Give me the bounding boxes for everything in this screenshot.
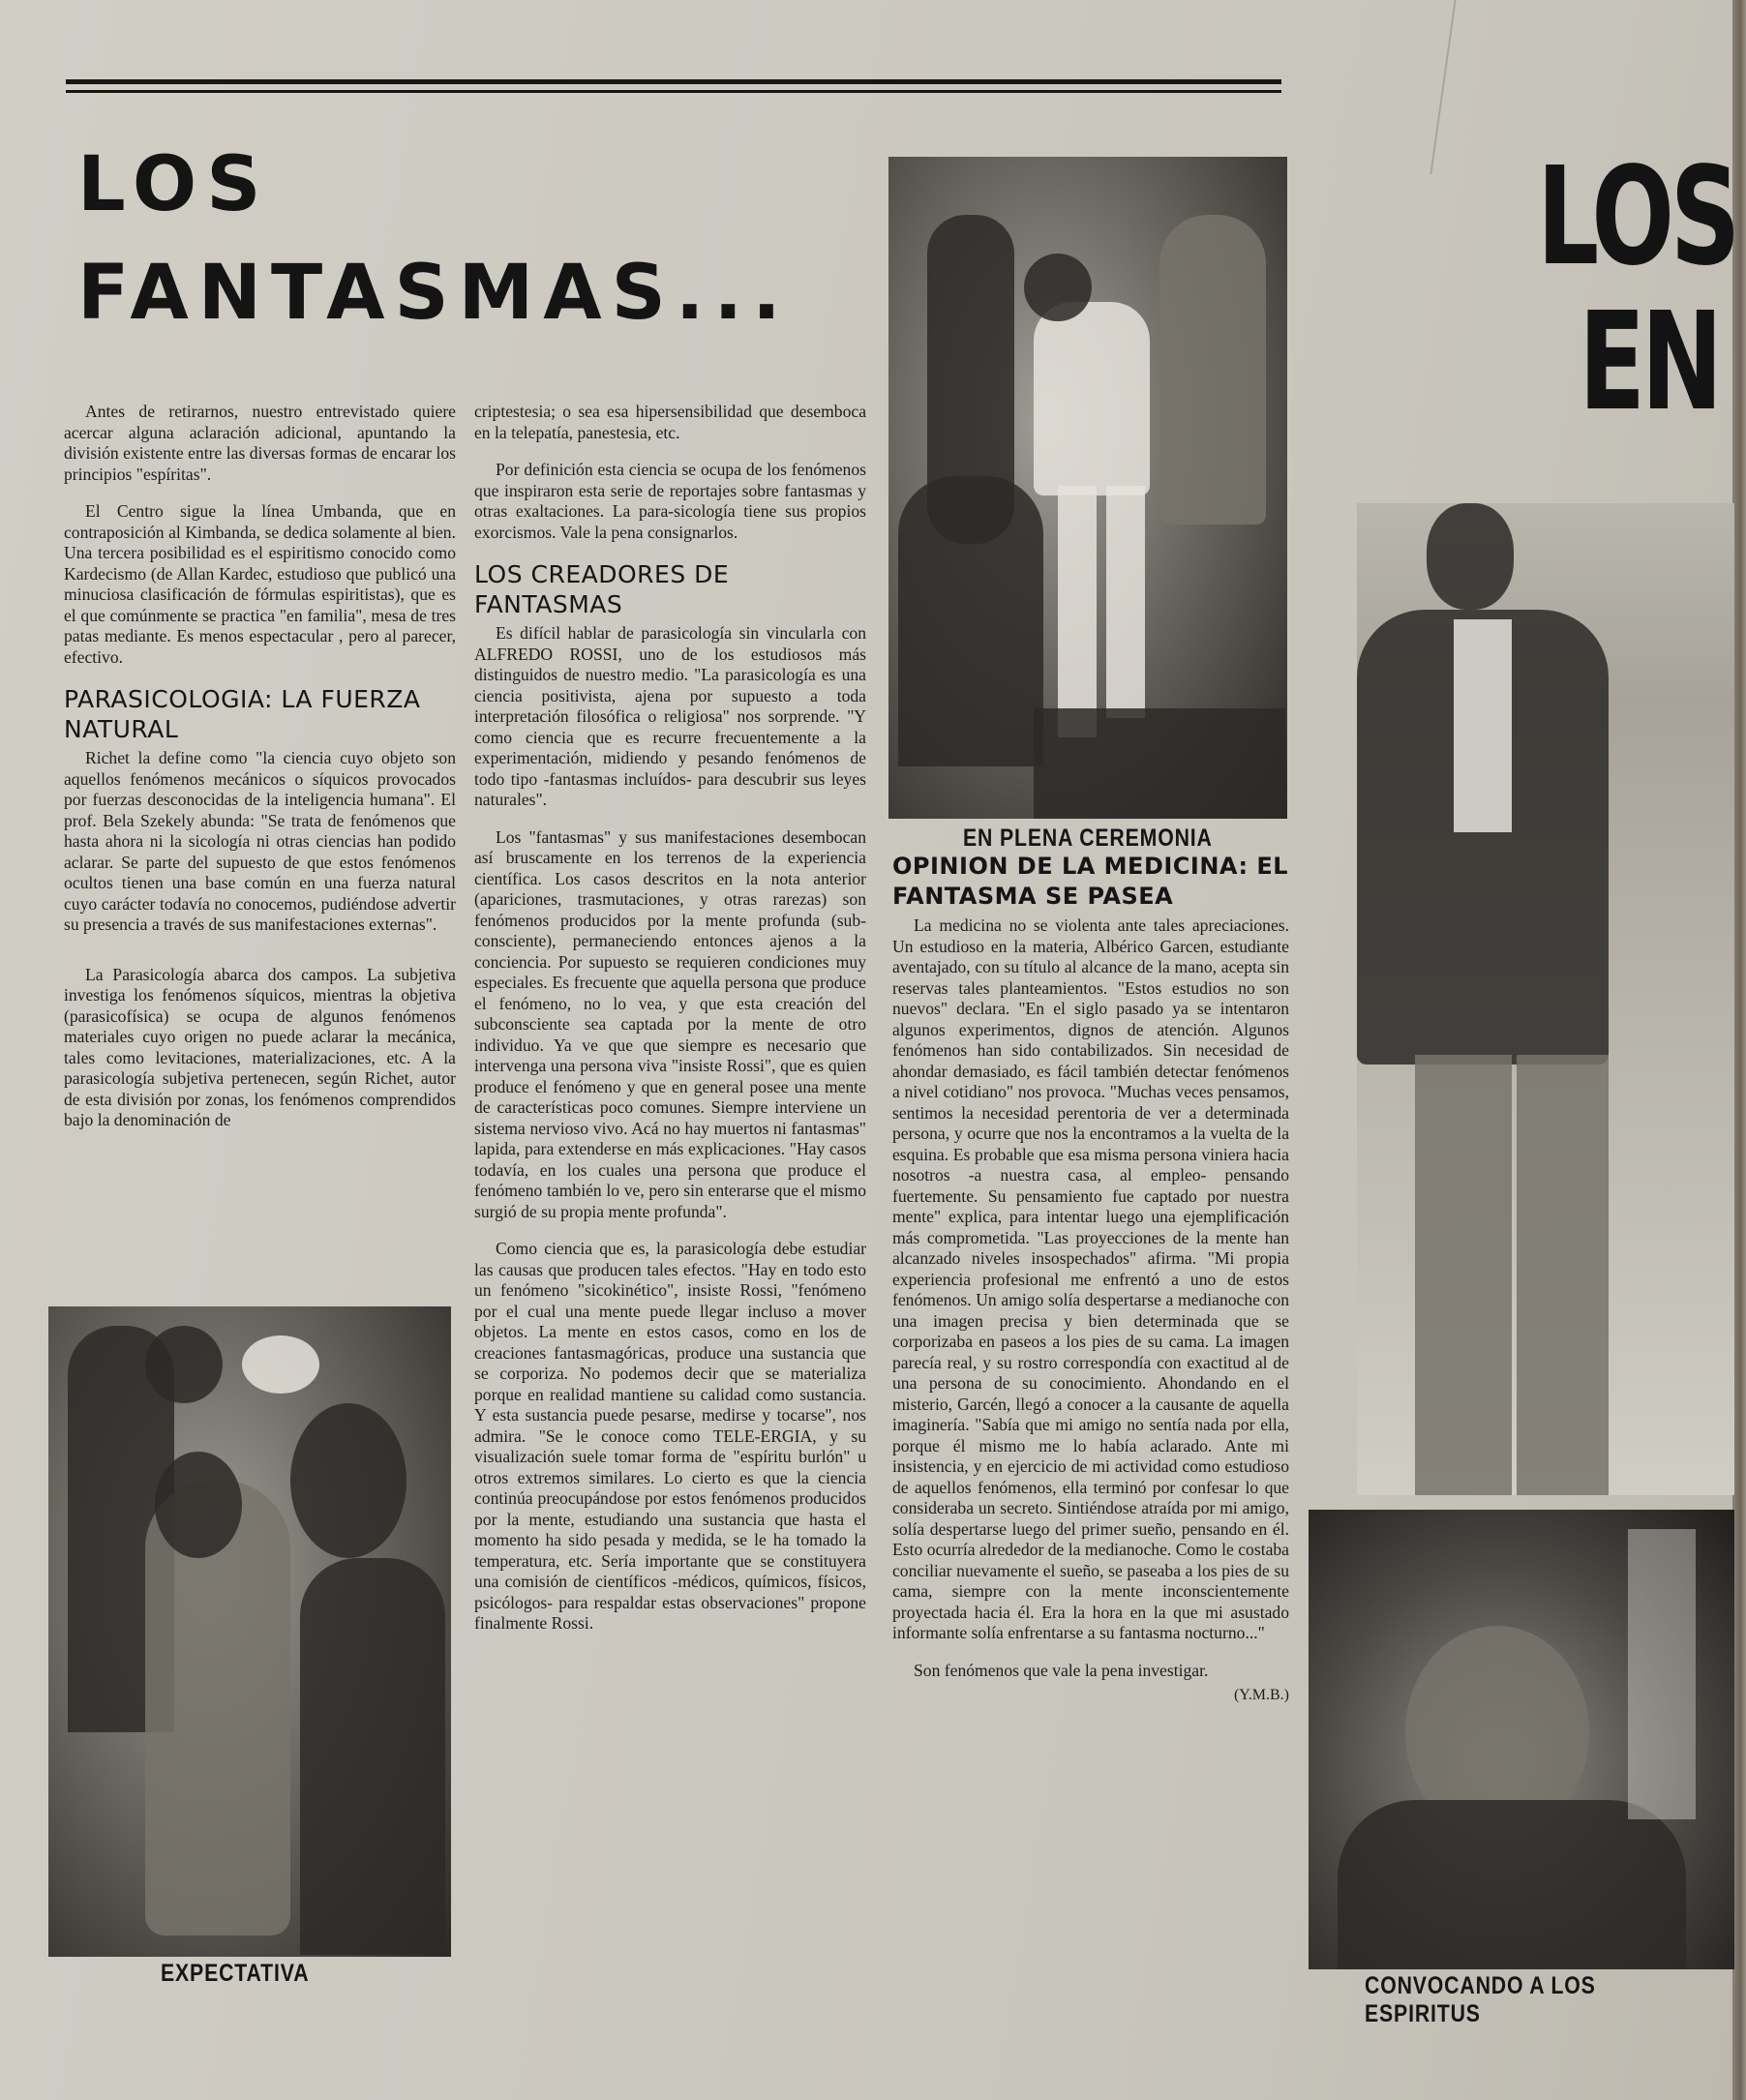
headline [77,131,791,347]
photo-caption: CONVOCANDO A LOS ESPIRITUS [1365,1972,1596,2027]
paragraph: Los "fantasmas" y sus manifestaciones desembocan así bruscamente en los terrenos de la experiencia científica. Los casos descritos en la nota anterior (apariciones, trasmutaciones, y otras rarezas) son fenómenos producidos por la mente profunda (sub-consciente), permaneciendo entonces ajenos a la conciencia. Por supuesto se requieren condiciones muy especiales. Es frecuente que aquella persona que produce el fenómeno, no lo vea, y que esta creación del subconsciente sea captada por la mente de otro individuo. Ya ve que que siempre es necesario que intervenga una persona viva "insiste Rossi", que es quien produce el fenómeno y que en general posee una mente de características poco comunes. Siempre interviene un sistema nervioso vivo. Acá no hay muertos ni fantasmas" lapida, para extenderse en más explicaciones. "Hay casos todavía, en los cuales una persona que produce el fenómeno también lo ve, pero sin enterarse que el mismo surgió de su propia mente profunda". [474,826,866,1221]
paragraph: criptestesia; o sea esa hipersensibilidad que desemboca en la telepatía, panestesia, etc. [474,402,866,442]
next-page-headline [1537,138,1736,441]
next-page-headline-line1: LOS [1537,138,1736,296]
photo-caption: EN PLENA CEREMONIA [963,825,1213,852]
photo-caption: EXPECTATIVA [161,1960,310,1987]
paragraph: El Centro sigue la línea Umbanda, que en contraposición al Kimbanda, se dedica solamente al bien. Una tercera posibilidad es el espiritismo conocido como Kardecismo (de Allan Kardec, estudioso que publicó una minuciosa clasificación de fórmulas espiritistas), que es el que comúnmente se practica "en familia", mesa de tres patas mediante. Es menos espectacular , pero al parecer, efectivo. [64,501,456,667]
standing-man-photo [1357,503,1734,1495]
next-page-headline-line2: EN [1579,284,1719,441]
paragraph: Antes de retirarnos, nuestro entrevistado quiere acercar alguna aclaración adicional, apuntando la división existente entre las diversas formas de encarar los principios "espíritas". [64,402,456,484]
subheading: OPINION DE LA MEDICINA: EL FANTASMA SE PASEA [892,853,1289,910]
subheading: LOS CREADORES DE FANTASMAS [474,560,730,618]
column-1 [64,402,456,1148]
top-rule-thin [66,90,1281,93]
headline-line1: LOS [77,141,271,228]
subheading: PARASICOLOGIA: LA FUERZA NATURAL [64,685,421,743]
expectation-photo [48,1306,451,1957]
paragraph: Son fenómenos que vale la pena investigar. [914,1660,1209,1680]
paragraph: Por definición esta ciencia se ocupa de los fenómenos que inspiraron esta serie de reportajes sobre fantasmas y otras exaltaciones. La para-sicología tiene sus propios exorcismos. Vale la pena consignarlos. [474,460,866,542]
ceremony-photo [888,157,1287,819]
column-2 [474,402,866,1651]
top-rule [66,79,1281,84]
paragraph: La medicina no se violenta ante tales apreciaciones. Un estudioso en la materia, Albérico Garcen, estudiante aventajado, con su título al alcance de la mano, acepta sin reservas tales planteamientos. "Estos estudios no son nuevos" declara. "En el siglo pasado ya se intentaron algunos experimentos, dignos de atención. Algunos fenómenos han sido contabilizados. Sin necesidad de ahondar demasiado, es fácil también detectar fenómenos a nivel cotidiano" nos provoca. "Muchas veces pensamos, sentimos la necesidad perentoria de ver a determinada persona, y ocurre que nos la encontramos a la vuelta de la esquina. Es probable que esa misma persona viniera hacia nosotros -a nuestra casa, al empleo- pensando fuertemente. Su pensamiento fue captado por nuestra mente" explica, para intentar luego una ejemplificación más comprometida. "Las proyecciones de la mente han alcanzado niveles insospechados" afirma. "Mi propia experiencia profesional me enfrentó a uno de estos fenómenos. Un amigo solía despertarse a medianoche con una imagen precisa y bien determinada que se corporizaba en paseos a los pies de su cama. La imagen parecía real, y su rostro correspondía con exactitud al de una persona de su conocimiento. Ahondando en el misterio, Garcén, llegó a conocer a la causante de aquella imaginería. "Sabía que mi amigo no sentía nada por ella, porque él mismo me lo había aclarado. Ante mi insistencia, y en ejercicio de mi actividad como estudioso de aquellos fenómenos, ella terminó por confesar lo que consideraba un secreto. Sintiéndose atraída por mi amigo, solía despertarse luego del primer sueño, pensando en él. Esto ocurría alrededor de la medianoche. Como le costaba conciliar nuevamente el sueño, se paseaba a los pies de su cama, siempre con la mente inconscientemente proyectada hacia él. Era la hora en la que mi asustado informante solía enfrentarse a su fantasma nocturno..." [892,915,1289,1642]
column-3 [892,850,1289,1723]
headline-line2: FANTASMAS... [77,250,791,337]
paragraph: Es difícil hablar de parasicología sin vincularla con ALFREDO ROSSI, uno de los estudiosos más distinguidos de nuestro medio. "La parasicología es una ciencia positivista, ajena por supuesto a toda interpretación filosófica o religiosa" nos sorprende. "Y como ciencia que es recurre frecuentemente a la experimentación, midiendo y pesando fenómenos de todo tipo -fantasmas incluídos- para descubrir sus leyes naturales". [474,623,866,809]
summoning-spirits-photo [1309,1510,1734,1969]
paragraph: La Parasicología abarca dos campos. La subjetiva investiga los fenómenos síquicos, mientras la objetiva (parasicofísica) se ocupa de algunos fenómenos materiales cuyo origen no puede aclarar la mecánica, tales como levitaciones, materializaciones, etc. A la parasicología subjetiva pertenecen, según Richet, autor de esta división por zonas, los fenómenos comprendidos bajo la denominación de [64,964,456,1129]
paragraph: Como ciencia que es, la parasicología debe estudiar las causas que producen tales efectos. "Hay en todo esto un fenómeno "sicokinético", insiste Rossi, "fenómeno por el cual una mente puede llegar incluso a mover objetos. La mente en estos casos, como en los de creaciones fantasmagóricas, produce una sustancia que se corporiza. No podemos decir que se materializa porque en realidad mantiene su calidad como sustancia. Y esta sustancia puede pesarse, medirse y tocarse", nos admira. "Se le conoce como TELE-ERGIA, y su visualización suele tomar forma de "espíritu burlón" u otros extremos similares. Lo cierto es que la ciencia continúa preocupándose por estos fenómenos producidos por la mente, estudiando una sustancia que hasta el momento ha sido pesada y medida, se le ha tomado la temperatura, etc. Sería importante que se constituyera una comisión de científicos -médicos, químicos, físicos, psicólogos- para respaldar estas observaciones" propone finalmente Rossi. [474,1239,866,1633]
author-signoff: (Y.M.B.) [1233,1687,1289,1703]
paragraph: Richet la define como "la ciencia cuyo objeto son aquellos fenómenos mecánicos o síquicos provocados por fuerzas desconocidas de la inteligencia humana". El prof. Bela Szekely abunda: "Se trata de fenómenos que hasta ahora ni la sicología ni otras ciencias han podido aclarar. Se parte del supuesto de que estos fenómenos ocultos tienen una base común en una fuerza natural cuyo carácter todavía no conocemos, pudiéndose advertir su presencia a través de sus manifestaciones externas". [64,748,456,934]
